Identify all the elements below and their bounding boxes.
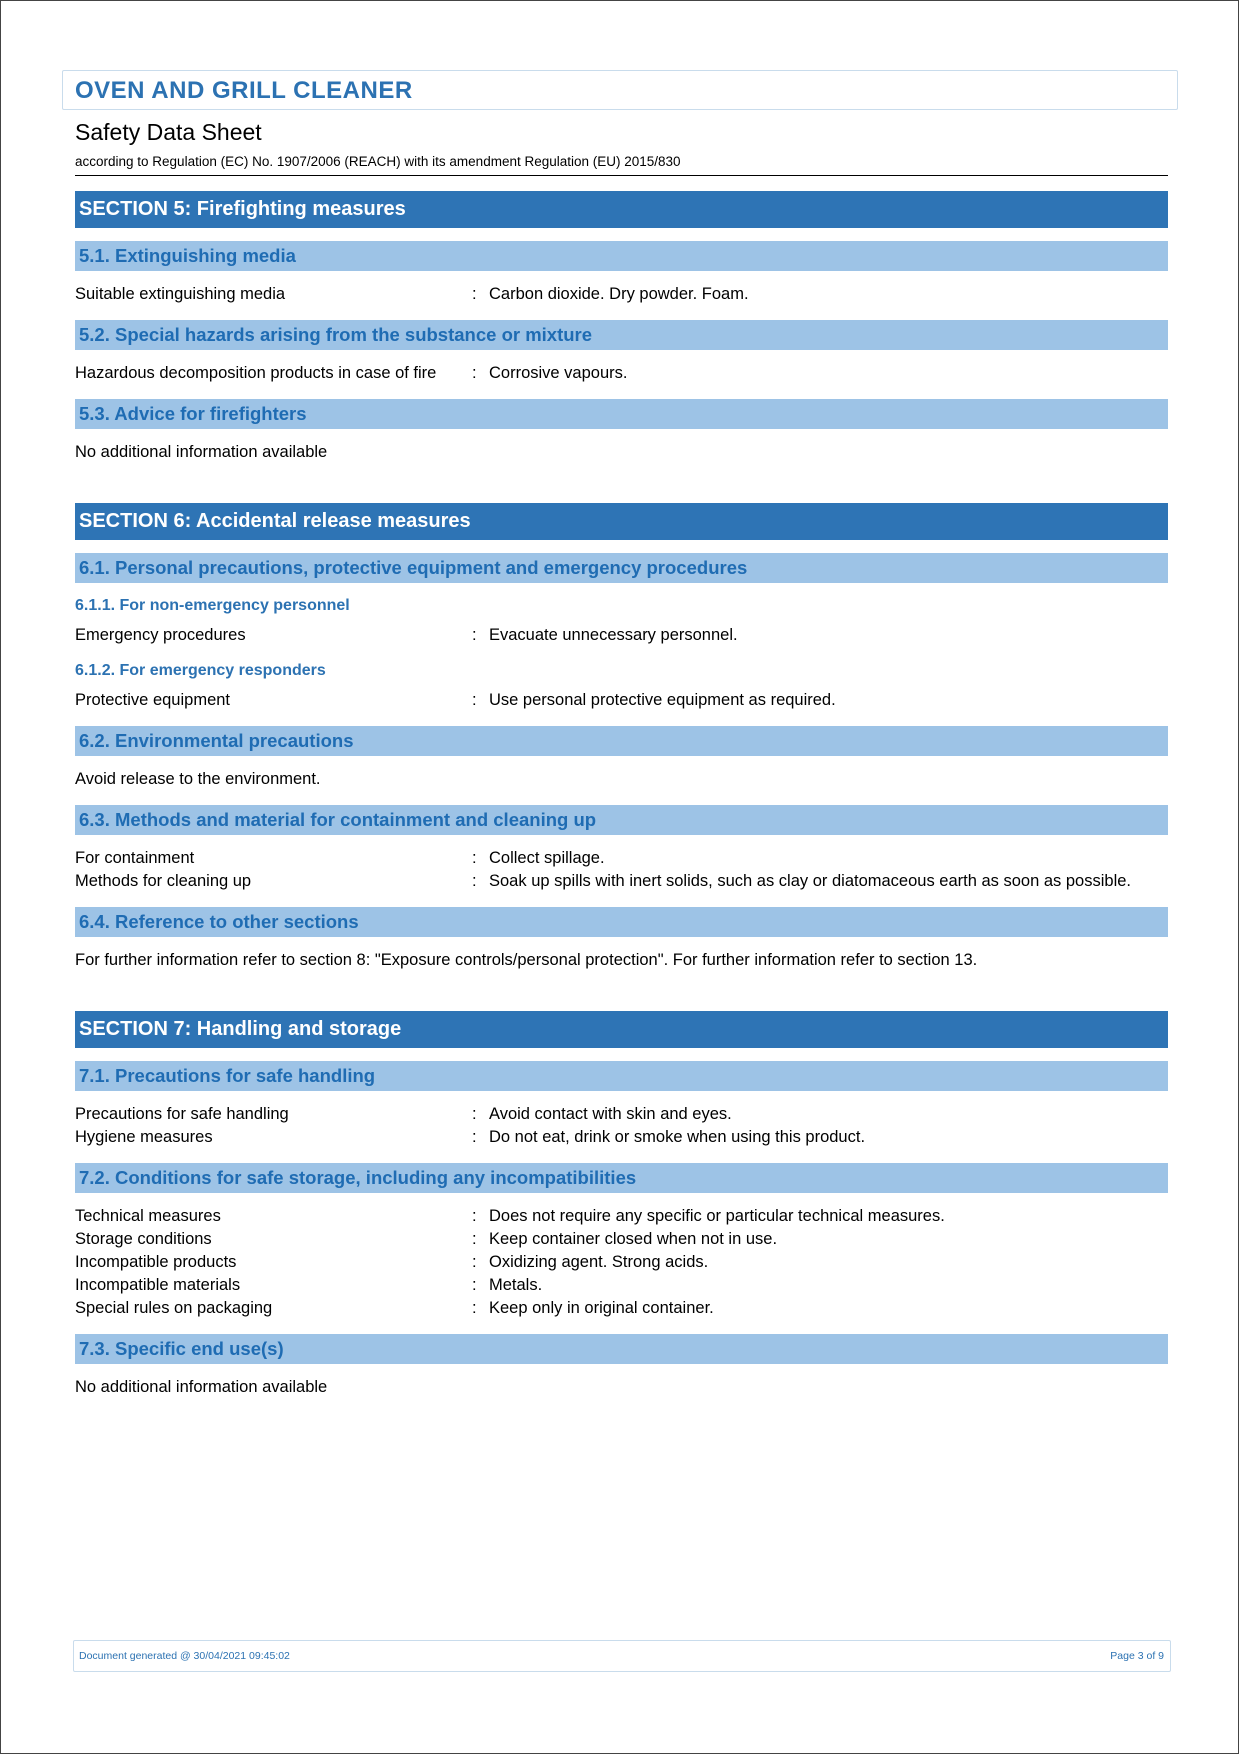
subsection-6-1-2-heading: 6.1.2. For emergency responders <box>75 662 326 679</box>
field-row <box>0 626 1239 648</box>
field-row <box>0 1207 1239 1229</box>
field-separator: : <box>472 1253 477 1271</box>
product-name-box <box>62 70 1178 110</box>
field-value: Does not require any specific or particular technical measures. <box>489 1207 945 1225</box>
field-label: Suitable extinguishing media <box>75 285 286 303</box>
field-label: For containment <box>75 849 195 867</box>
field-row <box>0 872 1239 894</box>
field-value: Use personal protective equipment as required. <box>489 691 836 709</box>
field-separator: : <box>472 872 477 890</box>
generated-timestamp: Document generated @ 30/04/2021 09:45:02 <box>79 1650 290 1662</box>
subsection-6-1-1-heading: 6.1.1. For non-emergency personnel <box>75 597 350 614</box>
field-label: Technical measures <box>75 1207 221 1225</box>
field-separator: : <box>472 1230 477 1248</box>
page-number: Page 3 of 9 <box>1110 1650 1164 1662</box>
section-5-heading: SECTION 5: Firefighting measures <box>75 191 1168 228</box>
field-value: Evacuate unnecessary personnel. <box>489 626 738 644</box>
field-value: Keep only in original container. <box>489 1299 714 1317</box>
paragraph-text: Avoid release to the environment. <box>75 770 321 788</box>
field-row <box>0 1105 1239 1127</box>
field-separator: : <box>472 849 477 867</box>
field-row <box>0 1299 1239 1321</box>
section-7-heading: SECTION 7: Handling and storage <box>75 1011 1168 1048</box>
field-value: Do not eat, drink or smoke when using this product. <box>489 1128 866 1146</box>
field-label: Incompatible products <box>75 1253 237 1271</box>
field-label: Hygiene measures <box>75 1128 213 1146</box>
field-label: Storage conditions <box>75 1230 212 1248</box>
header-divider <box>75 175 1168 176</box>
field-value: Avoid contact with skin and eyes. <box>489 1105 732 1123</box>
field-value: Carbon dioxide. Dry powder. Foam. <box>489 285 749 303</box>
field-value: Keep container closed when not in use. <box>489 1230 778 1248</box>
document-title: Safety Data Sheet <box>75 119 262 145</box>
field-row <box>0 285 1239 307</box>
field-value: Corrosive vapours. <box>489 364 628 382</box>
field-label: Precautions for safe handling <box>75 1105 289 1123</box>
subsection-6-1-heading: 6.1. Personal precautions, protective equipment and emergency procedures <box>75 553 1168 583</box>
field-row <box>0 1230 1239 1252</box>
field-value: Metals. <box>489 1276 543 1294</box>
field-label: Methods for cleaning up <box>75 872 252 890</box>
field-separator: : <box>472 626 477 644</box>
field-value: Collect spillage. <box>489 849 605 867</box>
field-value: Oxidizing agent. Strong acids. <box>489 1253 709 1271</box>
field-separator: : <box>472 364 477 382</box>
field-separator: : <box>472 1128 477 1146</box>
subsection-7-2-heading: 7.2. Conditions for safe storage, including any incompatibilities <box>75 1163 1168 1193</box>
field-label: Special rules on packaging <box>75 1299 273 1317</box>
paragraph-text: No additional information available <box>75 443 328 461</box>
field-label: Emergency procedures <box>75 626 246 644</box>
product-name: OVEN AND GRILL CLEANER <box>75 77 413 104</box>
subsection-6-2-heading: 6.2. Environmental precautions <box>75 726 1168 756</box>
field-separator: : <box>472 1207 477 1225</box>
subsection-5-2-heading: 5.2. Special hazards arising from the substance or mixture <box>75 320 1168 350</box>
field-row <box>0 1276 1239 1298</box>
subsection-5-1-heading: 5.1. Extinguishing media <box>75 241 1168 271</box>
subsection-7-3-heading: 7.3. Specific end use(s) <box>75 1334 1168 1364</box>
field-separator: : <box>472 1299 477 1317</box>
subsection-6-4-heading: 6.4. Reference to other sections <box>75 907 1168 937</box>
field-separator: : <box>472 691 477 709</box>
subsection-6-3-heading: 6.3. Methods and material for containment and cleaning up <box>75 805 1168 835</box>
field-row <box>0 1128 1239 1150</box>
field-separator: : <box>472 1276 477 1294</box>
field-separator: : <box>472 285 477 303</box>
paragraph-text: No additional information available <box>75 1378 328 1396</box>
section-6-heading: SECTION 6: Accidental release measures <box>75 503 1168 540</box>
field-label: Hazardous decomposition products in case of fire <box>75 364 437 382</box>
field-separator: : <box>472 1105 477 1123</box>
field-row <box>0 1253 1239 1275</box>
page-footer <box>73 1640 1171 1672</box>
subsection-5-3-heading: 5.3. Advice for firefighters <box>75 399 1168 429</box>
field-label: Protective equipment <box>75 691 231 709</box>
field-row <box>0 691 1239 713</box>
paragraph-text: For further information refer to section 8: "Exposure controls/personal protection". For further information refer to section 13. <box>75 951 978 969</box>
subsection-7-1-heading: 7.1. Precautions for safe handling <box>75 1061 1168 1091</box>
regulation-text: according to Regulation (EC) No. 1907/2006 (REACH) with its amendment Regulation (EU) 2015/830 <box>75 154 681 169</box>
field-value: Soak up spills with inert solids, such as clay or diatomaceous earth as soon as possible. <box>489 872 1131 890</box>
field-row <box>0 849 1239 871</box>
field-row <box>0 364 1239 386</box>
field-label: Incompatible materials <box>75 1276 241 1294</box>
